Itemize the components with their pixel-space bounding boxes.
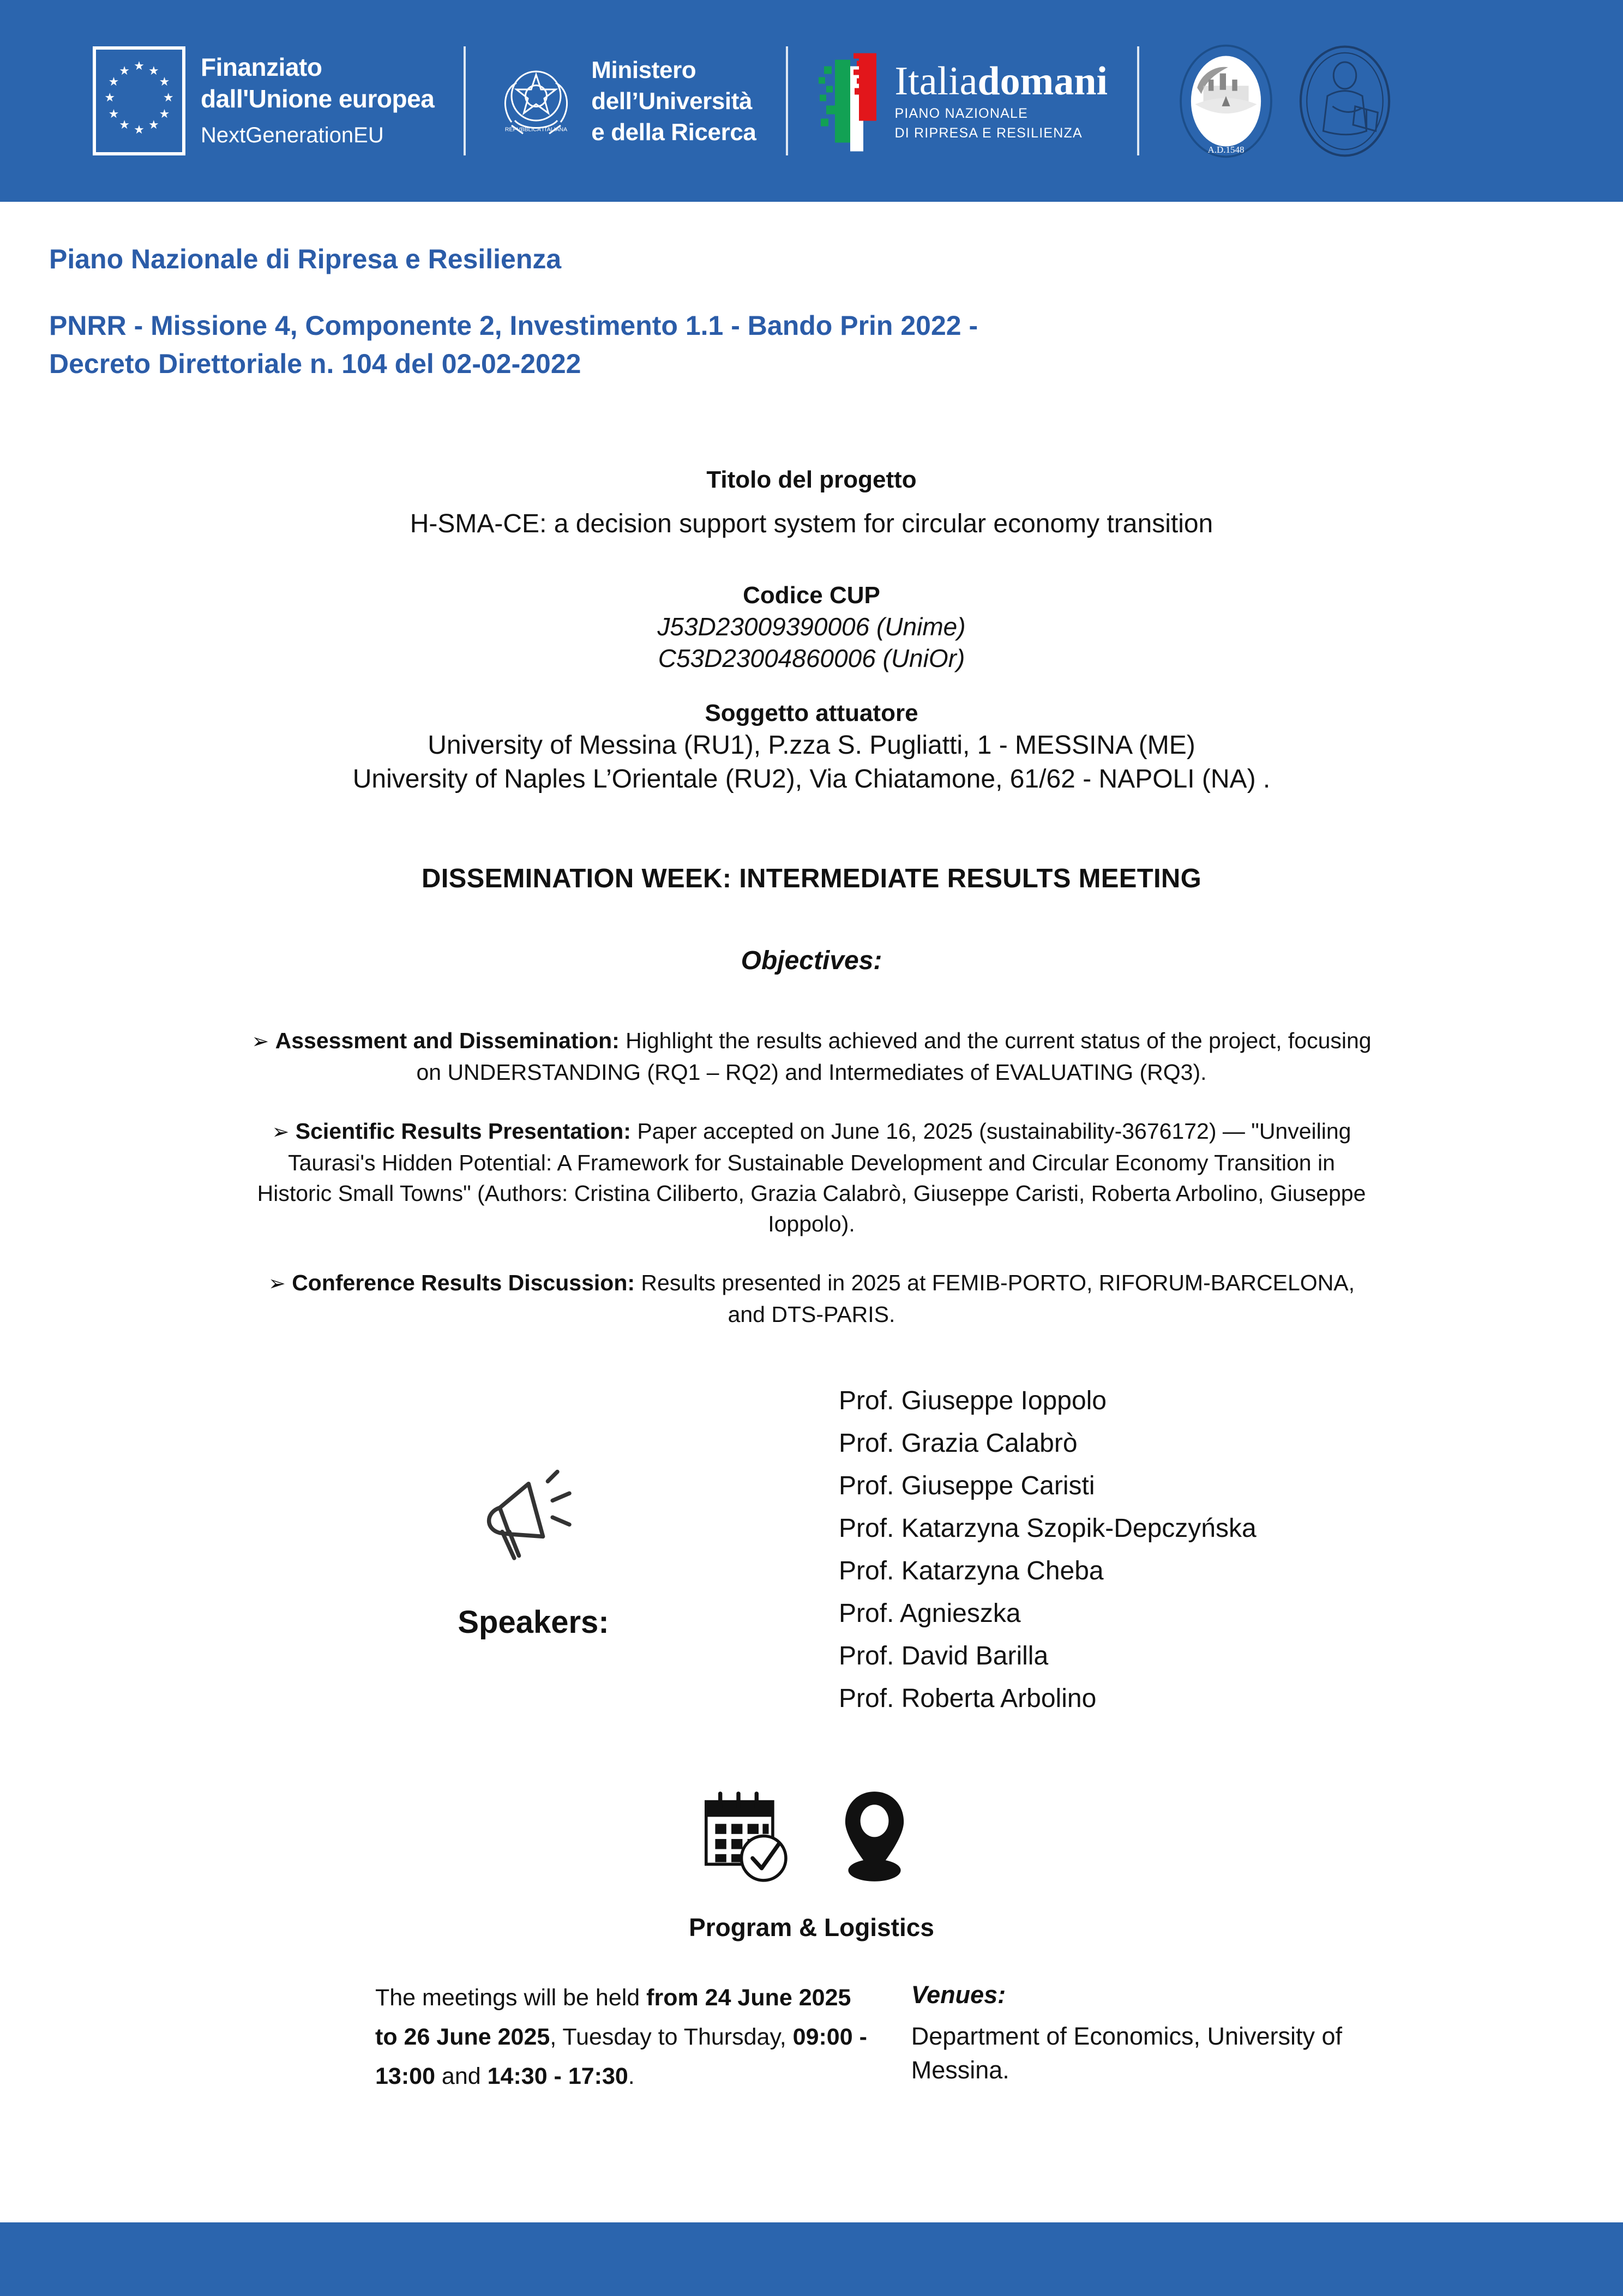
objective-lead-2: Scientific Results Presentation: <box>295 1119 631 1144</box>
speakers-label: Speakers: <box>458 1604 609 1640</box>
italiadomani-title-bold: domani <box>977 59 1108 104</box>
venues-value: Department of Economics, University of Messina. <box>911 2022 1343 2084</box>
speakers-left-column <box>228 1377 839 1720</box>
university-of-messina-seal-icon <box>1174 43 1278 160</box>
eu-logo-line1: Finanziato <box>201 53 322 81</box>
ministry-logo-line3: e della Ricerca <box>591 118 756 146</box>
logistics-icons <box>228 1786 1395 1886</box>
objective-item-3 <box>250 1267 1373 1330</box>
implementer-label: Soggetto attuatore <box>705 700 918 726</box>
schedule-time-afternoon: 14:30 - 17:30 <box>487 2063 628 2089</box>
header-divider-2 <box>786 46 788 155</box>
schedule-text <box>375 1978 868 2096</box>
venues-label: Venues: <box>911 1981 1006 2009</box>
objective-lead-3: Conference Results Discussion: <box>292 1270 635 1295</box>
ministry-logo <box>495 38 756 164</box>
eu-logo-line3: NextGenerationEU <box>201 123 384 147</box>
speaker-item: Prof. Agnieszka <box>839 1599 1021 1628</box>
speaker-item: Prof. Grazia Calabrò <box>839 1429 1078 1458</box>
italiadomani-title-light: Italia <box>894 59 978 104</box>
speaker-item: Prof. Katarzyna Szopik-Depczyńska <box>839 1514 1257 1543</box>
schedule-time-morning: 09:00 - 13:00 <box>375 2024 867 2089</box>
speakers-section <box>228 1377 1395 1720</box>
footer-bar <box>0 2222 1623 2296</box>
pnrr-heading-line1: Piano Nazionale di Ripresa e Resilienza <box>49 244 562 274</box>
bullet-arrow-icon: ➢ <box>268 1272 286 1295</box>
logistics-section-title: Program & Logistics <box>689 1913 934 1942</box>
bullet-arrow-icon: ➢ <box>251 1030 269 1053</box>
schedule-mid: , Tuesday to Thursday, <box>550 2024 793 2050</box>
map-pin-icon <box>824 1786 925 1886</box>
main-content <box>228 465 1395 2096</box>
megaphone-icon <box>471 1462 596 1582</box>
italiadomani-subtitle-2: DI RIPRESA E RESILIENZA <box>894 125 1083 141</box>
italiadomani-logo <box>817 38 1108 164</box>
objective-text-3: Results presented in 2025 at FEMIB-PORTO, RIFORUM-BARCELONA, and DTS-PARIS. <box>635 1270 1355 1327</box>
header-logo-bar <box>0 0 1623 202</box>
schedule-prefix: The meetings will be held <box>375 1985 647 2011</box>
calendar-check-icon <box>698 1786 799 1886</box>
objective-text-1: Highlight the results achieved and the current status of the project, focusing on UNDERSTANDING (RQ1 – RQ2) and Intermediates of EVALUATING (RQ3). <box>416 1028 1372 1085</box>
bullet-arrow-icon: ➢ <box>272 1121 290 1144</box>
objective-item-1 <box>250 1025 1373 1087</box>
cup-label: Codice CUP <box>743 582 880 609</box>
svg-text:REPVBBLICA ITALIANA: REPVBBLICA ITALIANA <box>505 126 568 133</box>
objective-item-2 <box>250 1116 1373 1239</box>
objectives-label: Objectives: <box>741 946 882 975</box>
speaker-item: Prof. Roberta Arbolino <box>839 1684 1097 1713</box>
schedule-dates: from 24 June 2025 to 26 June 2025 <box>375 1985 851 2050</box>
meeting-title: DISSEMINATION WEEK: INTERMEDIATE RESULTS MEETING <box>422 864 1201 893</box>
project-title-label: Titolo del progetto <box>706 466 917 493</box>
implementer-value-1: University of Messina (RU1), P.zza S. Pugliatti, 1 - MESSINA (ME) <box>428 731 1195 760</box>
speaker-item: Prof. Giuseppe Ioppolo <box>839 1386 1107 1415</box>
pnrr-heading-line2: PNRR - Missione 4, Componente 2, Investimento 1.1 - Bando Prin 2022 - <box>49 310 978 341</box>
schedule-suffix: . <box>628 2063 635 2089</box>
header-divider-3 <box>1137 46 1139 155</box>
ministry-logo-line2: dell’Università <box>591 87 753 115</box>
cup-value-unior: C53D23004860006 (UniOr) <box>658 644 965 672</box>
svg-text:A.D.1548: A.D.1548 <box>1207 144 1245 155</box>
objective-lead-1: Assessment and Dissemination: <box>275 1028 620 1053</box>
ministry-logo-line1: Ministero <box>591 56 696 83</box>
pnrr-heading-line3: Decreto Direttoriale n. 104 del 02-02-2022 <box>49 348 581 379</box>
university-of-naples-orientale-seal-icon <box>1293 43 1397 160</box>
objective-text-2: Paper accepted on June 16, 2025 (sustainability-3676172) — "Unveiling Taurasi's Hidden Potential: A Framework for Sustainable Development and Circular Economy Transition in Historic Small Towns" (Authors: Cristina Ciliberto, Grazia Calabrò, Giuseppe Caristi, Roberta Arbolino, Giuseppe Ioppolo). <box>257 1119 1366 1236</box>
italiadomani-title <box>895 61 1108 102</box>
project-title-value: H-SMA-CE: a decision support system for circular economy transition <box>410 509 1213 538</box>
pnrr-heading-block <box>49 240 1623 383</box>
eu-funding-logo <box>93 38 434 164</box>
speaker-item: Prof. Katarzyna Cheba <box>839 1556 1104 1585</box>
logistics-details <box>228 1978 1395 2096</box>
eu-flag-icon: ★ ★ ★ ★ ★ ★ ★ ★ ★ ★ ★ ★ <box>93 46 185 155</box>
objectives-list <box>250 1025 1373 1330</box>
speaker-item: Prof. Giuseppe Caristi <box>839 1471 1095 1500</box>
header-divider-1 <box>464 46 466 155</box>
cup-value-unime: J53D23009390006 (Unime) <box>657 612 966 641</box>
speakers-list <box>839 1377 1257 1720</box>
italiadomani-subtitle-1: PIANO NAZIONALE <box>894 106 1028 121</box>
speaker-item: Prof. David Barilla <box>839 1642 1049 1670</box>
italian-republic-emblem-icon <box>495 55 577 147</box>
venues-block <box>911 1978 1395 2096</box>
implementer-value-2: University of Naples L’Orientale (RU2), Via Chiatamone, 61/62 - NAPOLI (NA) . <box>352 765 1271 794</box>
italian-flag-mosaic-icon <box>817 51 883 152</box>
document-body <box>0 202 1623 2096</box>
eu-logo-line2: dall'Unione europea <box>201 85 435 113</box>
schedule-conj: and <box>435 2063 488 2089</box>
